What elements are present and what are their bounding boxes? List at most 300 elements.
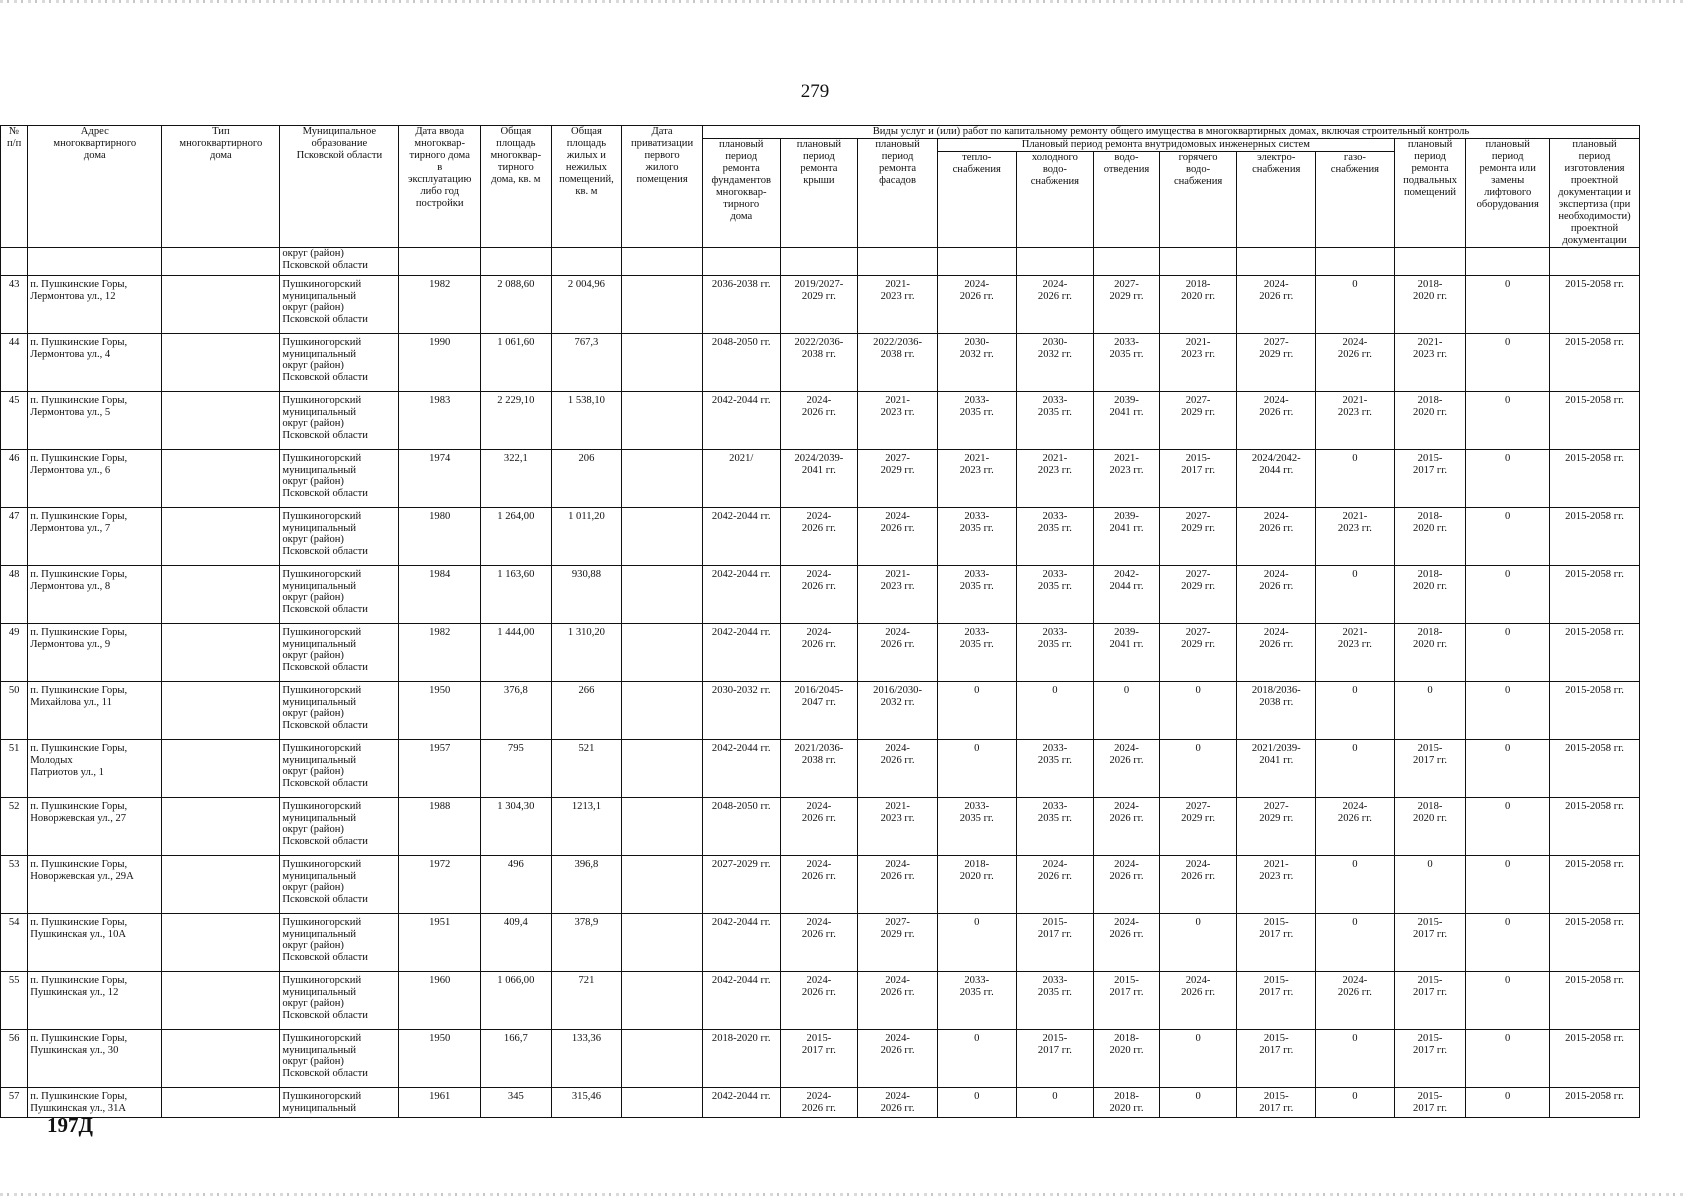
cell-roof-period: 2024- 2026 гг. [780,392,858,450]
cell-electric-period: 2024- 2026 гг. [1237,566,1316,624]
table-row [1,392,1640,450]
cell-hot-water-period: 2027- 2029 гг. [1159,624,1237,682]
cell-house-type [162,392,280,450]
cell-basement-period: 2018- 2020 гг. [1394,624,1466,682]
cell-electric-period: 2024/2042- 2044 гг. [1237,450,1316,508]
cell-address: п. Пушкинские Горы, Лермонтова ул., 8 [28,566,162,624]
cell-heat-period: 2018- 2020 гг. [937,856,1016,914]
cell-municipality: Пушкиногорский муниципальный округ (район) Псковской области [280,856,399,914]
cell-commission-year: 1972 [399,856,481,914]
footer-code: 197Д [47,1113,93,1137]
cell-basement-period: 0 [1394,682,1466,740]
table-row [1,1088,1640,1118]
cell-drainage-period: 2024- 2026 гг. [1094,856,1160,914]
cell-privatization-date [622,1088,703,1118]
table-row [1,334,1640,392]
cell-basement-period: 0 [1394,856,1466,914]
cell-cold-water-period: 2033- 2035 гг. [1016,566,1094,624]
cell-facade-period: 2021- 2023 гг. [858,276,938,334]
cell-electric-period: 2015- 2017 гг. [1237,1030,1316,1088]
cell-residential-area: 930,88 [551,566,622,624]
cell-facade-period: 2022/2036- 2038 гг. [858,334,938,392]
cell-municipality: Пушкиногорский муниципальный округ (район) Псковской области [280,1030,399,1088]
cell-elevator-period: 0 [1466,334,1550,392]
cell-privatization-date [622,972,703,1030]
cell-total-area: 376,8 [481,682,552,740]
cell-row-number: 44 [1,334,28,392]
cell-municipality: Пушкиногорский муниципальный округ (район) Псковской области [280,682,399,740]
cell-municipality: Пушкиногорский муниципальный округ (район) Псковской области [280,276,399,334]
table-row [1,624,1640,682]
table-row [1,914,1640,972]
cell-drainage-period: 2021- 2023 гг. [1094,450,1160,508]
cell-row-number: 48 [1,566,28,624]
cell-municipality: Пушкиногорский муниципальный округ (район) Псковской области [280,624,399,682]
cell-design-docs-period: 2015-2058 гг. [1550,740,1640,798]
cell-hot-water-period: 2027- 2029 гг. [1159,566,1237,624]
col-facade-header: плановый период ремонта фасадов [858,139,938,248]
cell-heat-period: 2033- 2035 гг. [937,798,1016,856]
cell-electric-period: 2015- 2017 гг. [1237,972,1316,1030]
cell-commission-year: 1951 [399,914,481,972]
cell-facade-period: 2027- 2029 гг. [858,914,938,972]
cell-privatization-date [622,392,703,450]
cell-heat-period: 2024- 2026 гг. [937,276,1016,334]
cell-total-area: 1 061,60 [481,334,552,392]
cell-privatization-date [622,566,703,624]
cell-total-area: 2 088,60 [481,276,552,334]
cell-hot-water-period: 2018- 2020 гг. [1159,276,1237,334]
cell-electric-period: 2027- 2029 гг. [1237,334,1316,392]
cell-design-docs-period: 2015-2058 гг. [1550,276,1640,334]
cell-heat-period: 2033- 2035 гг. [937,508,1016,566]
cell-elevator-period: 0 [1466,740,1550,798]
col-drainage-header: водо- отведения [1094,152,1160,248]
cell-roof-period: 2024- 2026 гг. [780,566,858,624]
cell-foundation-period: 2042-2044 гг. [702,740,780,798]
cell-municipality: Пушкиногорский муниципальный округ (район) Псковской области [280,508,399,566]
cell-address: п. Пушкинские Горы, Лермонтова ул., 7 [28,508,162,566]
cell-foundation-period: 2042-2044 гг. [702,1088,780,1118]
cell-facade-period: 2027- 2029 гг. [858,450,938,508]
cell-gas-period: 2021- 2023 гг. [1316,508,1395,566]
cell-drainage-period: 2039- 2041 гг. [1094,392,1160,450]
cell-drainage-period: 0 [1094,682,1160,740]
cell-elevator-period: 0 [1466,392,1550,450]
cell-row-number: 46 [1,450,28,508]
cell-foundation-period: 2036-2038 гг. [702,276,780,334]
cell-cold-water-period: 2024- 2026 гг. [1016,276,1094,334]
cell-elevator-period: 0 [1466,624,1550,682]
cell-drainage-period: 2042- 2044 гг. [1094,566,1160,624]
cell-elevator-period: 0 [1466,914,1550,972]
cell-cold-water-period: 2033- 2035 гг. [1016,508,1094,566]
cell-residential-area: 1 310,20 [551,624,622,682]
cell-municipality: Пушкиногорский муниципальный округ (район) Псковской области [280,914,399,972]
cell-commission-year: 1990 [399,334,481,392]
cell-heat-period: 2033- 2035 гг. [937,392,1016,450]
cell-gas-period: 2021- 2023 гг. [1316,392,1395,450]
systems-group-header: Плановый период ремонта внутридомовых инженерных систем [937,139,1394,152]
cell-drainage-period: 2018- 2020 гг. [1094,1030,1160,1088]
col-hot-water-header: горячего водо- снабжения [1159,152,1237,248]
scan-edge-bottom [0,1193,1686,1196]
cell-residential-area: 266 [551,682,622,740]
cell-basement-period: 2015- 2017 гг. [1394,972,1466,1030]
cell-privatization-date [622,334,703,392]
cell-cold-water-period: 2033- 2035 гг. [1016,972,1094,1030]
cell-privatization-date [622,798,703,856]
cell-foundation-period: 2048-2050 гг. [702,334,780,392]
cell-elevator-period: 0 [1466,972,1550,1030]
cell-heat-period: 2030- 2032 гг. [937,334,1016,392]
cell-drainage-period: 2033- 2035 гг. [1094,334,1160,392]
cell-cold-water-period: 2015- 2017 гг. [1016,914,1094,972]
cell-address: п. Пушкинские Горы, Лермонтова ул., 9 [28,624,162,682]
cell-commission-year: 1960 [399,972,481,1030]
cell-electric-period: 2021- 2023 гг. [1237,856,1316,914]
cell-address: п. Пушкинские Горы, Лермонтова ул., 6 [28,450,162,508]
cell-design-docs-period: 2015-2058 гг. [1550,1088,1640,1118]
cell-foundation-period: 2018-2020 гг. [702,1030,780,1088]
cell-hot-water-period: 2027- 2029 гг. [1159,798,1237,856]
table-row [1,566,1640,624]
cell-drainage-period: 2015- 2017 гг. [1094,972,1160,1030]
cell-facade-period: 2024- 2026 гг. [858,740,938,798]
cell-house-type [162,276,280,334]
cell-electric-period: 2018/2036- 2038 гг. [1237,682,1316,740]
cell-residential-area: 1 011,20 [551,508,622,566]
cell-elevator-period: 0 [1466,508,1550,566]
cell-house-type [162,972,280,1030]
cell-roof-period: 2019/2027- 2029 гг. [780,276,858,334]
cell-privatization-date [622,914,703,972]
cell-design-docs-period: 2015-2058 гг. [1550,624,1640,682]
cell-cold-water-period: 0 [1016,1088,1094,1118]
cell-privatization-date [622,682,703,740]
cell-basement-period: 2018- 2020 гг. [1394,566,1466,624]
cell-drainage-period: 2018- 2020 гг. [1094,1088,1160,1118]
cell-gas-period: 2024- 2026 гг. [1316,972,1395,1030]
cell-residential-area: 521 [551,740,622,798]
cell-roof-period: 2016/2045- 2047 гг. [780,682,858,740]
table-row [1,740,1640,798]
cell-cold-water-period: 2021- 2023 гг. [1016,450,1094,508]
cell-facade-period: 2024- 2026 гг. [858,1088,938,1118]
cell-electric-period: 2024- 2026 гг. [1237,392,1316,450]
cell-electric-period: 2015- 2017 гг. [1237,1088,1316,1118]
cell-house-type [162,740,280,798]
cell-heat-period: 2033- 2035 гг. [937,624,1016,682]
cell-hot-water-period: 2027- 2029 гг. [1159,392,1237,450]
cell-total-area: 1 264,00 [481,508,552,566]
cell-foundation-period: 2027-2029 гг. [702,856,780,914]
cell-foundation-period: 2042-2044 гг. [702,392,780,450]
col-roof-header: плановый период ремонта крыши [780,139,858,248]
cell-facade-period: 2021- 2023 гг. [858,798,938,856]
cell-basement-period: 2021- 2023 гг. [1394,334,1466,392]
cell-residential-area: 2 004,96 [551,276,622,334]
cell-house-type [162,856,280,914]
cell-municipality: Пушкиногорский муниципальный округ (район) Псковской области [280,334,399,392]
cell-facade-period: 2024- 2026 гг. [858,624,938,682]
cell-municipality: Пушкиногорский муниципальный округ (район) Псковской области [280,972,399,1030]
cell-elevator-period: 0 [1466,450,1550,508]
cell-residential-area: 767,3 [551,334,622,392]
cell-basement-period: 2015- 2017 гг. [1394,1030,1466,1088]
cell-municipality: Пушкиногорский муниципальный округ (район) Псковской области [280,392,399,450]
col-heat-header: тепло- снабжения [937,152,1016,248]
cell-address: п. Пушкинские Горы, Лермонтова ул., 5 [28,392,162,450]
cell-commission-year: 1950 [399,682,481,740]
col-num-header: № п/п [1,126,28,248]
col-design-docs-header: плановый период изготовления проектной документации и экспертиза (при необходимости) проектной документации [1550,139,1640,248]
cell-commission-year: 1982 [399,276,481,334]
cell-heat-period: 0 [937,914,1016,972]
cell-residential-area: 378,9 [551,914,622,972]
cell-roof-period: 2024- 2026 гг. [780,856,858,914]
cell-basement-period: 2015- 2017 гг. [1394,450,1466,508]
cell-elevator-period: 0 [1466,856,1550,914]
cell-elevator-period: 0 [1466,276,1550,334]
cell-basement-period: 2015- 2017 гг. [1394,740,1466,798]
cell-gas-period: 0 [1316,856,1395,914]
cell-residential-area: 133,36 [551,1030,622,1088]
cell-address: п. Пушкинские Горы, Пушкинская ул., 12 [28,972,162,1030]
cell-gas-period: 2024- 2026 гг. [1316,334,1395,392]
cell-cold-water-period: 0 [1016,682,1094,740]
cell-hot-water-period: 0 [1159,1030,1237,1088]
cell-residential-area: 1213,1 [551,798,622,856]
cell-house-type [162,624,280,682]
cell-row-number: 53 [1,856,28,914]
cell-hot-water-period: 0 [1159,914,1237,972]
cell-house-type [162,566,280,624]
cell-facade-period: 2024- 2026 гг. [858,508,938,566]
cell-heat-period: 0 [937,1088,1016,1118]
cell-drainage-period: 2027- 2029 гг. [1094,276,1160,334]
cell-gas-period: 0 [1316,682,1395,740]
cell-facade-period: 2024- 2026 гг. [858,972,938,1030]
cell-gas-period: 0 [1316,450,1395,508]
col-municipality-header: Муниципальное образование Псковской области [280,126,399,248]
cell-design-docs-period: 2015-2058 гг. [1550,450,1640,508]
cell-residential-area: 206 [551,450,622,508]
cell-municipality: Пушкиногорский муниципальный [280,1088,399,1118]
cell-address: п. Пушкинские Горы, Новоржевская ул., 27 [28,798,162,856]
cell-gas-period: 0 [1316,276,1395,334]
cell-cold-water-period: 2033- 2035 гг. [1016,740,1094,798]
table-row [1,276,1640,334]
cell-address: п. Пушкинские Горы, Лермонтова ул., 12 [28,276,162,334]
cell-privatization-date [622,740,703,798]
cell-facade-period: 2021- 2023 гг. [858,566,938,624]
cell-hot-water-period: 2015- 2017 гг. [1159,450,1237,508]
cell-elevator-period: 0 [1466,798,1550,856]
cell-roof-period: 2021/2036- 2038 гг. [780,740,858,798]
cell-elevator-period: 0 [1466,1088,1550,1118]
col-cold-water-header: холодного водо- снабжения [1016,152,1094,248]
cell-electric-period: 2027- 2029 гг. [1237,798,1316,856]
cell-drainage-period: 2024- 2026 гг. [1094,798,1160,856]
cell-gas-period: 2021- 2023 гг. [1316,624,1395,682]
cell-design-docs-period: 2015-2058 гг. [1550,914,1640,972]
cell-roof-period: 2024- 2026 гг. [780,914,858,972]
services-group-header: Виды услуг и (или) работ по капитальному ремонту общего имущества в многоквартирных домах, включая строительный контроль [702,126,1639,139]
table-row [1,508,1640,566]
cell-row-number: 52 [1,798,28,856]
cell-roof-period: 2024- 2026 гг. [780,508,858,566]
cell-basement-period: 2018- 2020 гг. [1394,798,1466,856]
cell-total-area: 795 [481,740,552,798]
cell-electric-period: 2021/2039- 2041 гг. [1237,740,1316,798]
cell-hot-water-period: 0 [1159,682,1237,740]
cell-total-area: 345 [481,1088,552,1118]
cell-cold-water-period: 2015- 2017 гг. [1016,1030,1094,1088]
cell-facade-period: 2024- 2026 гг. [858,856,938,914]
cell-foundation-period: 2042-2044 гг. [702,508,780,566]
cell-commission-year: 1982 [399,624,481,682]
cell-hot-water-period: 2024- 2026 гг. [1159,972,1237,1030]
col-total-area-header: Общая площадь многоквар- тирного дома, кв. м [481,126,552,248]
cell-hot-water-period: 2021- 2023 гг. [1159,334,1237,392]
cell-row-number: 57 [1,1088,28,1118]
cell-roof-period: 2024- 2026 гг. [780,1088,858,1118]
scan-edge-top [0,0,1686,3]
cell-cold-water-period: 2033- 2035 гг. [1016,798,1094,856]
cell-electric-period: 2024- 2026 гг. [1237,624,1316,682]
cell-basement-period: 2018- 2020 гг. [1394,276,1466,334]
table-row [1,450,1640,508]
page-number: 279 [800,81,830,102]
cell-cold-water-period: 2033- 2035 гг. [1016,392,1094,450]
cell-commission-year: 1984 [399,566,481,624]
cell-address: п. Пушкинские Горы, Новоржевская ул., 29А [28,856,162,914]
col-commission-date-header: Дата ввода многоквар- тирного дома в эксплуатацию либо год постройки [399,126,481,248]
cell-design-docs-period: 2015-2058 гг. [1550,856,1640,914]
cell-cold-water-period: 2030- 2032 гг. [1016,334,1094,392]
cell-commission-year: 1950 [399,1030,481,1088]
cell-roof-period: 2024- 2026 гг. [780,624,858,682]
cell-gas-period: 0 [1316,740,1395,798]
table-row [1,972,1640,1030]
col-type-header: Тип многоквартирного дома [162,126,280,248]
cell-heat-period: 0 [937,1030,1016,1088]
cell-residential-area: 315,46 [551,1088,622,1118]
cell-municipality: Пушкиногорский муниципальный округ (район) Псковской области [280,566,399,624]
cell-facade-period: 2016/2030- 2032 гг. [858,682,938,740]
cell-heat-period: 2033- 2035 гг. [937,566,1016,624]
cell-drainage-period: 2039- 2041 гг. [1094,624,1160,682]
cell-row-number: 45 [1,392,28,450]
cell-gas-period: 0 [1316,1030,1395,1088]
cell-hot-water-period: 2027- 2029 гг. [1159,508,1237,566]
table-row [1,682,1640,740]
cell-commission-year: 1961 [399,1088,481,1118]
cell-basement-period: 2015- 2017 гг. [1394,1088,1466,1118]
cell-electric-period: 2024- 2026 гг. [1237,276,1316,334]
cell-facade-period: 2024- 2026 гг. [858,1030,938,1088]
table-row [1,798,1640,856]
cell-total-area: 166,7 [481,1030,552,1088]
cell-foundation-period: 2042-2044 гг. [702,972,780,1030]
cell-row-number: 51 [1,740,28,798]
cell-roof-period: 2024- 2026 гг. [780,972,858,1030]
cell-house-type [162,508,280,566]
cell-elevator-period: 0 [1466,1030,1550,1088]
cell-commission-year: 1957 [399,740,481,798]
cell-total-area: 1 163,60 [481,566,552,624]
cell-elevator-period: 0 [1466,566,1550,624]
cell-total-area: 322,1 [481,450,552,508]
cell-address: п. Пушкинские Горы, Пушкинская ул., 30 [28,1030,162,1088]
cell-hot-water-period: 0 [1159,740,1237,798]
cell-privatization-date [622,856,703,914]
cell-total-area: 2 229,10 [481,392,552,450]
col-foundation-header: плановый период ремонта фундаментов многоквар- тирного дома [702,139,780,248]
cell-house-type [162,1088,280,1118]
cell-row-number: 43 [1,276,28,334]
cell-electric-period: 2015- 2017 гг. [1237,914,1316,972]
cell-address: п. Пушкинские Горы, Молодых Патриотов ул., 1 [28,740,162,798]
cell-foundation-period: 2030-2032 гг. [702,682,780,740]
cell-municipality: Пушкиногорский муниципальный округ (район) Псковской области [280,450,399,508]
col-address-header: Адрес многоквартирного дома [28,126,162,248]
cell-elevator-period: 0 [1466,682,1550,740]
cell-address: п. Пушкинские Горы, Лермонтова ул., 4 [28,334,162,392]
cell-design-docs-period: 2015-2058 гг. [1550,682,1640,740]
cell-design-docs-period: 2015-2058 гг. [1550,972,1640,1030]
cell-residential-area: 396,8 [551,856,622,914]
col-basement-header: плановый период ремонта подвальных помещений [1394,139,1466,248]
cell-house-type [162,798,280,856]
cell-design-docs-period: 2015-2058 гг. [1550,1030,1640,1088]
col-privatization-header: Дата приватизации первого жилого помещения [622,126,703,248]
cell-commission-year: 1974 [399,450,481,508]
cell-total-area: 496 [481,856,552,914]
cell-hot-water-period: 0 [1159,1088,1237,1118]
cell-gas-period: 0 [1316,1088,1395,1118]
cell-foundation-period: 2048-2050 гг. [702,798,780,856]
cell-foundation-period: 2042-2044 гг. [702,624,780,682]
cell-residential-area: 1 538,10 [551,392,622,450]
cell-house-type [162,334,280,392]
col-gas-header: газо- снабжения [1316,152,1395,248]
cell-total-area: 1 066,00 [481,972,552,1030]
capital-repair-table [0,125,1640,1118]
col-electric-header: электро- снабжения [1237,152,1316,248]
cell-gas-period: 0 [1316,566,1395,624]
cell-roof-period: 2024/2039- 2041 гг. [780,450,858,508]
cell-roof-period: 2015- 2017 гг. [780,1030,858,1088]
cell-drainage-period: 2039- 2041 гг. [1094,508,1160,566]
cell-row-number: 50 [1,682,28,740]
cell-address: п. Пушкинские Горы, Пушкинская ул., 31А [28,1088,162,1118]
cell-hot-water-period: 2024- 2026 гг. [1159,856,1237,914]
cell-municipality: Пушкиногорский муниципальный округ (район) Псковской области [280,798,399,856]
cell-drainage-period: 2024- 2026 гг. [1094,914,1160,972]
cell-commission-year: 1988 [399,798,481,856]
cell-gas-period: 2024- 2026 гг. [1316,798,1395,856]
cell-electric-period: 2024- 2026 гг. [1237,508,1316,566]
cell-heat-period: 2033- 2035 гг. [937,972,1016,1030]
cell-roof-period: 2024- 2026 гг. [780,798,858,856]
cell-heat-period: 0 [937,740,1016,798]
cell-basement-period: 2018- 2020 гг. [1394,392,1466,450]
cell-basement-period: 2015- 2017 гг. [1394,914,1466,972]
cell-privatization-date [622,450,703,508]
cell-row-number: 55 [1,972,28,1030]
